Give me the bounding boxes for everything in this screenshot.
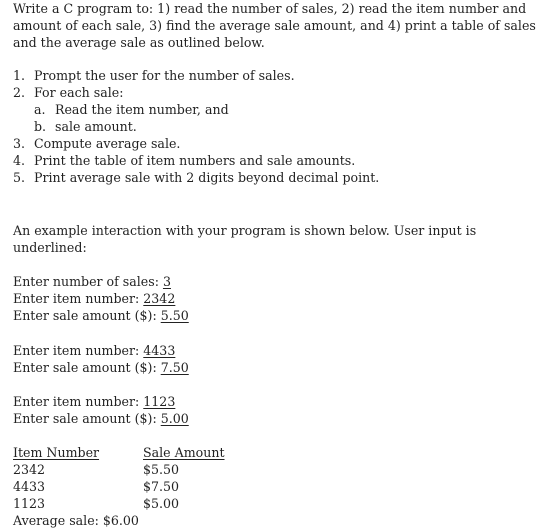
list-item: [13, 84, 379, 135]
list-item: [13, 67, 379, 84]
user-input: 5.50: [160, 308, 189, 323]
table-cell: 2342: [13, 462, 46, 477]
prompt-line: [13, 410, 189, 427]
list-item: [34, 118, 379, 135]
table-cell: $5.00: [143, 496, 180, 511]
user-input: 2342: [143, 291, 176, 306]
table-row: [13, 495, 225, 512]
substep-text: Read the item number, and: [55, 102, 229, 117]
user-input: 7.50: [160, 360, 189, 375]
prompt-text: Enter item number:: [13, 394, 144, 409]
steps-list: [13, 67, 379, 186]
user-input: 3: [162, 274, 171, 289]
user-input: 4433: [143, 343, 176, 358]
step-text: Compute average sale.: [34, 136, 181, 151]
prompt-text: Enter sale amount ($):: [13, 411, 161, 426]
substep-text: sale amount.: [55, 119, 137, 134]
list-item: [13, 169, 379, 186]
step-text: For each sale:: [34, 85, 124, 100]
header-text: Sale Amount: [143, 445, 225, 460]
table-header-row: [13, 444, 225, 461]
list-item: [13, 152, 379, 169]
table-cell: 1123: [13, 496, 46, 511]
user-input: 1123: [143, 394, 176, 409]
average-line: Average sale: $6.00: [13, 513, 139, 528]
user-input: 5.00: [160, 411, 189, 426]
example-intro-paragraph: An example interaction with your program is shown below. User input is underlined:: [13, 223, 477, 255]
prompt-line: [13, 359, 189, 376]
column-header: [13, 444, 143, 461]
table-row: [13, 512, 225, 529]
column-header: [143, 444, 225, 461]
step-text: Print average sale with 2 digits beyond decimal point.: [34, 170, 380, 185]
table-cell: $5.50: [143, 462, 180, 477]
table-row: [13, 478, 225, 495]
prompt-text: Enter item number:: [13, 291, 144, 306]
prompt-line: [13, 307, 189, 324]
prompt-line: [13, 273, 171, 290]
prompt-line: [13, 290, 175, 307]
prompt-text: Enter sale amount ($):: [13, 360, 161, 375]
intro-paragraph: Write a C program to: 1) read the number of sales, 2) read the item number and amount of each sale, 3) find the average sale amount, and 4) print a table of sales and the average sale as outlined below.: [13, 1, 536, 50]
prompt-line: [13, 393, 175, 410]
step-text: Print the table of item numbers and sale amounts.: [34, 153, 356, 168]
prompt-text: Enter number of sales:: [13, 274, 163, 289]
list-item: [34, 101, 379, 118]
step-text: Prompt the user for the number of sales.: [34, 68, 295, 83]
table-cell: $7.50: [143, 479, 180, 494]
table-cell: 4433: [13, 479, 46, 494]
prompt-text: Enter sale amount ($):: [13, 308, 161, 323]
header-text: Item Number: [13, 445, 100, 460]
table-row: [13, 461, 225, 478]
sales-table: [13, 444, 225, 529]
substeps-list: [34, 101, 379, 135]
prompt-text: Enter item number:: [13, 343, 144, 358]
prompt-line: [13, 342, 175, 359]
list-item: [13, 135, 379, 152]
